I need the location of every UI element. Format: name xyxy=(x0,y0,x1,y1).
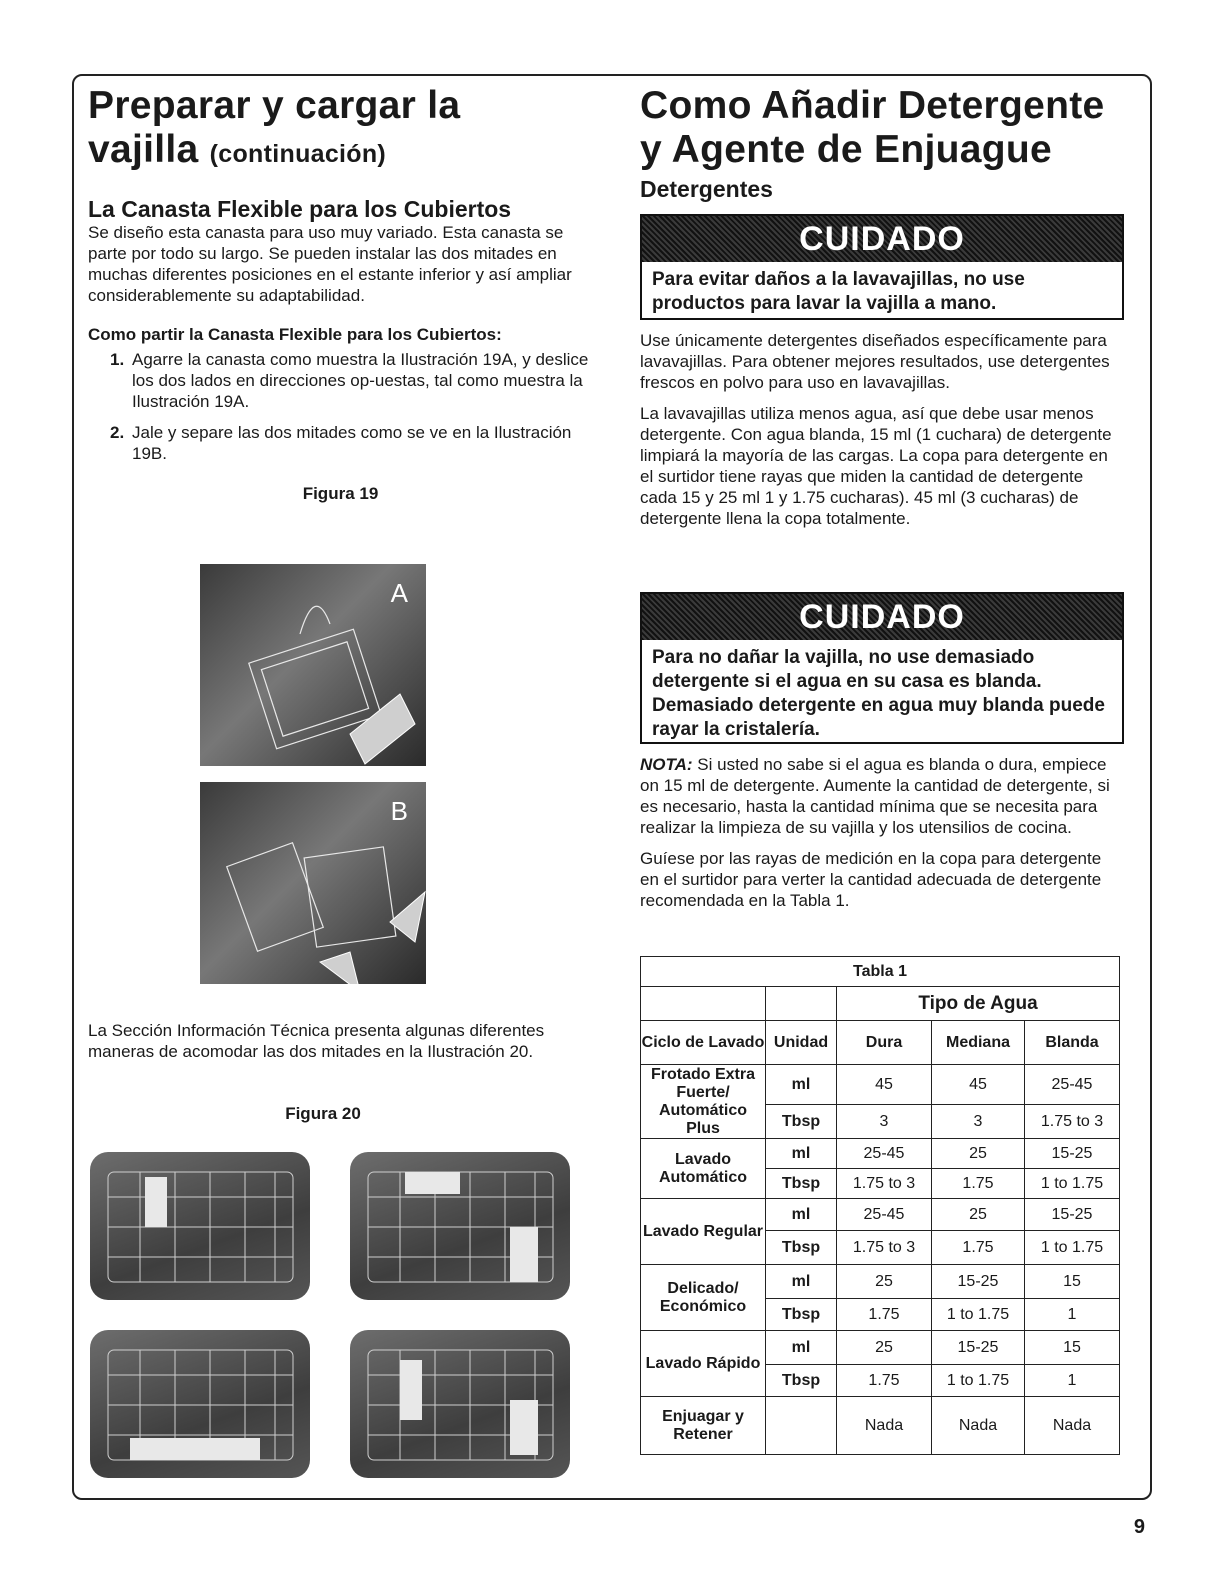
unit-cell: Tbsp xyxy=(766,1299,837,1331)
nota-text: Si usted no sabe si el agua es blanda o dura, empiece on 15 ml de detergente. Aumente la cantidad de detergente, si es necesario, hasta la cantidad mínima que se necesita para realizar la limpieza de su vajilla y los utensilios de cocina. xyxy=(640,755,1110,837)
unit-cell: ml xyxy=(766,1139,837,1169)
rack-illustration xyxy=(90,1152,310,1300)
value-cell: 45 xyxy=(837,1065,932,1105)
value-cell: 1.75 xyxy=(837,1365,932,1397)
value-cell: 1.75 to 3 xyxy=(837,1169,932,1199)
right-body-1 xyxy=(640,330,1120,529)
unit-cell: Tbsp xyxy=(766,1105,837,1139)
value-cell: 1.75 to 3 xyxy=(837,1231,932,1265)
step-text: Agarre la canasta como muestra la Ilustración 19A, y deslice los dos lados en direcciones op-uestas, tal como muestra la Ilustración 19A. xyxy=(132,350,589,411)
detergent-para-2: La lavavajillas utiliza menos agua, así que debe usar menos detergente. Con agua blanda, 15 ml (1 cuchara) de detergente limpiará la mayoría de las cargas. La copa para detergente en el surtidor tiene rayas que miden la cantidad de detergente cada 15 y 25 ml 1 y 1.75 cucharas). 45 ml (3 cucharas) de detergente llena la copa totalmente. xyxy=(640,404,1112,528)
caution-box-2 xyxy=(640,592,1124,744)
right-body-2 xyxy=(640,754,1124,911)
unit-cell: ml xyxy=(766,1065,837,1105)
step-number: 2. xyxy=(110,423,125,442)
value-cell: Nada xyxy=(1025,1397,1120,1455)
left-title-line2: vajilla xyxy=(88,128,199,171)
header-medium: Mediana xyxy=(932,1021,1025,1065)
table-row-cycle: Enjuagar y Retener xyxy=(641,1397,766,1455)
figure-20-label: Figura 20 xyxy=(285,1104,361,1123)
table-row-cycle: Lavado Regular xyxy=(641,1199,766,1265)
value-cell: 15 xyxy=(1025,1331,1120,1365)
table-blank-cell xyxy=(641,987,766,1021)
table-blank-cell xyxy=(766,1397,837,1455)
rack-illustration xyxy=(350,1152,570,1300)
value-cell: 1 to 1.75 xyxy=(1025,1231,1120,1265)
value-cell: 3 xyxy=(837,1105,932,1139)
step-number: 1. xyxy=(110,350,125,369)
header-hard: Dura xyxy=(837,1021,932,1065)
value-cell: 1.75 xyxy=(932,1231,1025,1265)
right-title-line2: y Agente de Enjuague xyxy=(640,128,1052,171)
rack-photo-2 xyxy=(350,1152,570,1300)
value-cell: 15-25 xyxy=(932,1265,1025,1299)
how-to-split-heading: Como partir la Canasta Flexible para los Cubiertos: xyxy=(88,325,502,344)
caution-banner xyxy=(642,216,1122,262)
unit-cell: Tbsp xyxy=(766,1365,837,1397)
left-lower xyxy=(88,1020,558,1124)
figure-19-label: Figura 19 xyxy=(302,484,379,503)
value-cell: 45 xyxy=(932,1065,1025,1105)
nota-label: NOTA: xyxy=(640,755,693,774)
value-cell: 15-25 xyxy=(1025,1199,1120,1231)
value-cell: 15-25 xyxy=(1025,1139,1120,1169)
unit-cell: Tbsp xyxy=(766,1231,837,1265)
table-row-cycle: Lavado Rápido xyxy=(641,1331,766,1397)
table-row-cycle: Delicado/ Económico xyxy=(641,1265,766,1331)
rack-photo-3 xyxy=(90,1330,310,1478)
step-1 xyxy=(88,349,593,412)
caution-banner xyxy=(642,594,1122,640)
unit-cell: ml xyxy=(766,1199,837,1231)
value-cell: 1 to 1.75 xyxy=(932,1365,1025,1397)
nota-paragraph xyxy=(640,754,1124,838)
photo-19a xyxy=(200,564,426,766)
detergent-table xyxy=(640,956,1120,1455)
right-column xyxy=(640,84,1130,202)
value-cell: Nada xyxy=(837,1397,932,1455)
table-caption: Tabla 1 xyxy=(641,957,1120,987)
photo-19b xyxy=(200,782,426,984)
water-type-header: Tipo de Agua xyxy=(837,987,1120,1021)
unit-cell: Tbsp xyxy=(766,1169,837,1199)
left-title-main: Preparar y cargar la xyxy=(88,84,461,127)
split-steps xyxy=(88,349,593,464)
left-title xyxy=(88,84,593,176)
header-soft: Blanda xyxy=(1025,1021,1120,1065)
unit-cell: ml xyxy=(766,1265,837,1299)
caution-label: CUIDADO xyxy=(799,598,965,636)
value-cell: 25 xyxy=(837,1265,932,1299)
caution-text: Para evitar daños a la lavavajillas, no use productos para lavar la vajilla a mano. xyxy=(652,269,1025,314)
header-cycle: Ciclo de Lavado xyxy=(641,1021,766,1065)
value-cell: 15 xyxy=(1025,1265,1120,1299)
basket-intro: Se diseño esta canasta para uso muy variado. Esta canasta se parte por todo su largo. Se pueden instalar las dos mitades en muchas diferentes posiciones en el estante inferior y así ampliar considerablemente su adaptabilidad. xyxy=(88,223,572,305)
rack-photo-4 xyxy=(350,1330,570,1478)
detergents-heading: Detergentes xyxy=(640,176,773,202)
value-cell: 1.75 xyxy=(837,1299,932,1331)
value-cell: 25 xyxy=(837,1331,932,1365)
value-cell: 25-45 xyxy=(837,1199,932,1231)
flexible-basket-heading: La Canasta Flexible para los Cubiertos xyxy=(88,196,512,222)
photo-tag-b: B xyxy=(390,796,408,826)
value-cell: 25 xyxy=(932,1139,1025,1169)
right-title xyxy=(640,84,1130,172)
step-text: Jale y separe las dos mitades como se ve en la Ilustración 19B. xyxy=(132,423,572,463)
caution-label: CUIDADO xyxy=(799,220,965,258)
value-cell: 1 to 1.75 xyxy=(932,1299,1025,1331)
left-column xyxy=(88,84,593,504)
value-cell: 1.75 to 3 xyxy=(1025,1105,1120,1139)
technical-info-text: La Sección Información Técnica presenta algunas diferentes maneras de acomodar las dos mitades en la Ilustración 20. xyxy=(88,1021,545,1061)
rack-photo-1 xyxy=(90,1152,310,1300)
table-row-cycle: Frotado Extra Fuerte/ Automático Plus xyxy=(641,1065,766,1139)
value-cell: 25-45 xyxy=(837,1139,932,1169)
value-cell: 1.75 xyxy=(932,1169,1025,1199)
page-number: 9 xyxy=(1133,1516,1145,1538)
value-cell: Nada xyxy=(932,1397,1025,1455)
table-row-cycle: Lavado Automático xyxy=(641,1139,766,1199)
step-2 xyxy=(88,422,593,464)
value-cell: 1 xyxy=(1025,1299,1120,1331)
left-title-sub: (continuación) xyxy=(209,140,387,168)
value-cell: 3 xyxy=(932,1105,1025,1139)
unit-cell: ml xyxy=(766,1331,837,1365)
rack-illustration xyxy=(350,1330,570,1478)
right-title-line1: Como Añadir Detergente xyxy=(640,84,1105,127)
caution-box-1 xyxy=(640,214,1124,320)
value-cell: 15-25 xyxy=(932,1331,1025,1365)
header-unit: Unidad xyxy=(766,1021,837,1065)
value-cell: 25 xyxy=(932,1199,1025,1231)
value-cell: 1 xyxy=(1025,1365,1120,1397)
table-blank-cell xyxy=(766,987,837,1021)
caution-text: Para no dañar la vajilla, no use demasiado detergente si el agua en su casa es blanda. Demasiado detergente en agua muy blanda puede rayar la cristalería. xyxy=(652,647,1105,740)
detergent-para-3: Guíese por las rayas de medición en la copa para detergente en el surtidor para verter la cantidad adecuada de detergente recomendada en la Tabla 1. xyxy=(640,849,1102,910)
detergent-para-1: Use únicamente detergentes diseñados específicamente para lavavajillas. Para obtener mejores resultados, use detergentes frescos en polvo para uso en lavavajillas. xyxy=(640,331,1110,392)
value-cell: 1 to 1.75 xyxy=(1025,1169,1120,1199)
photo-tag-a: A xyxy=(390,578,408,608)
value-cell: 25-45 xyxy=(1025,1065,1120,1105)
rack-illustration xyxy=(90,1330,310,1478)
